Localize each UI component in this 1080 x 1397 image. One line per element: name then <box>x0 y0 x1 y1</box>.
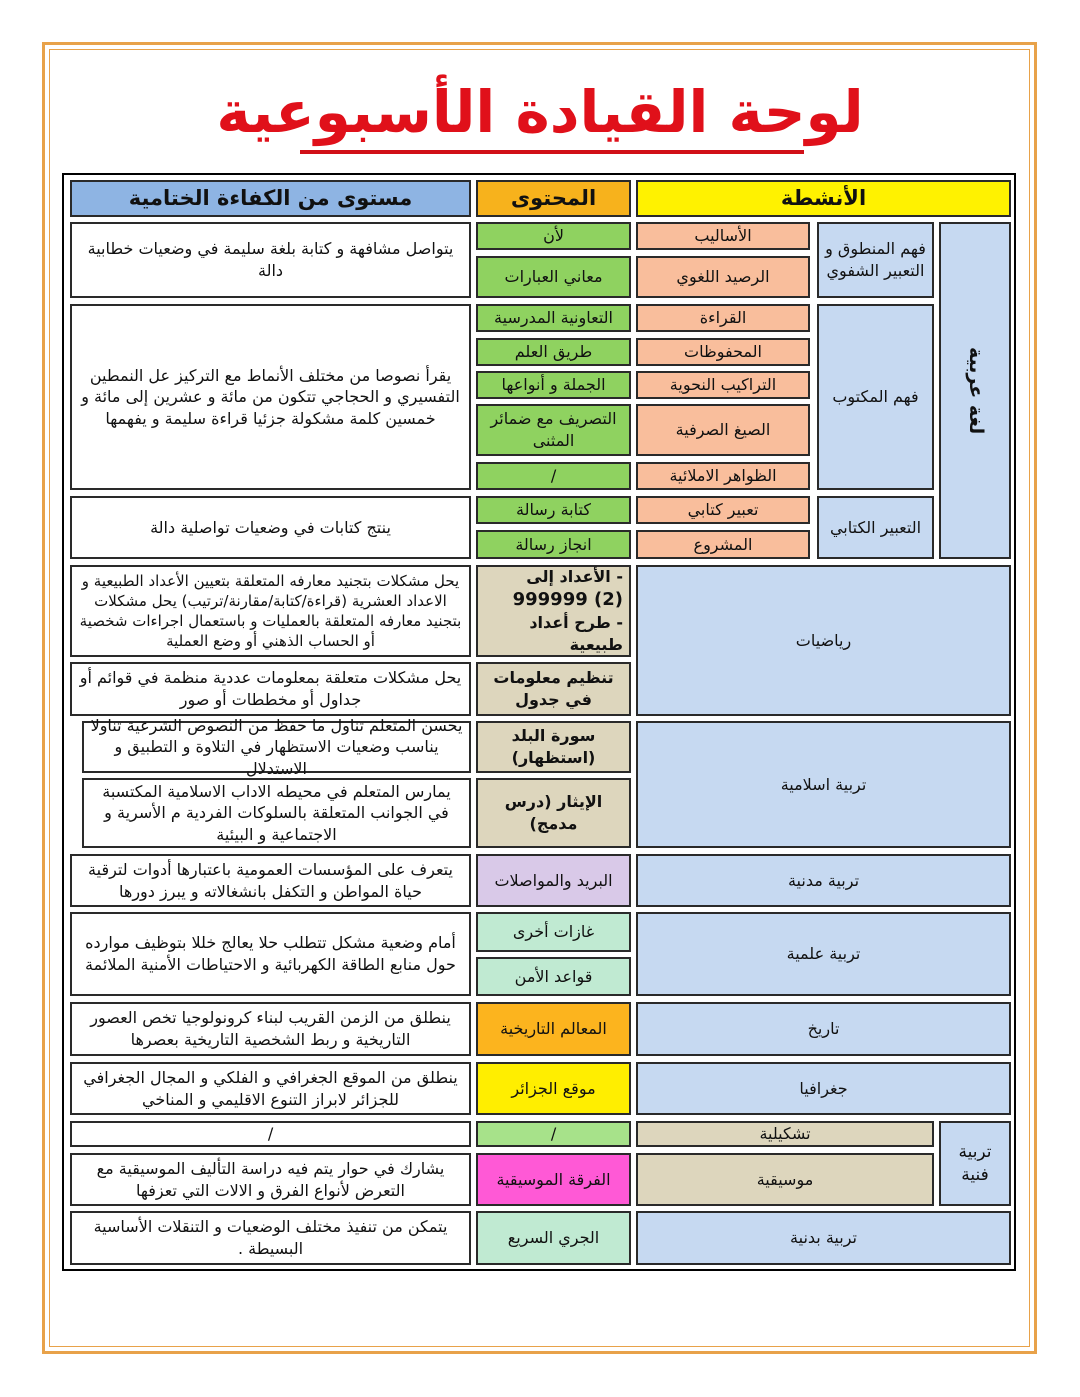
subject-pe: تربية بدنية <box>636 1211 1011 1265</box>
subject-islamic: تربية اسلامية <box>636 721 1011 848</box>
content-math-line1: - الأعداد إلى <box>526 567 623 587</box>
subject-art: تربية فنية <box>939 1121 1011 1206</box>
content-math-table: تنظيم معلومات في جدول <box>476 662 631 716</box>
page-title: لوحة القيادة الأسبوعية <box>216 78 864 146</box>
competency-pe: يتمكن من تنفيذ مختلف الوضعيات و التنقلات الأساسية البسيطة . <box>70 1211 471 1265</box>
subject-arabic: لغة عربية <box>939 222 1011 559</box>
item-project: المشروع <box>636 530 810 559</box>
content-historical-landmarks: المعالم التاريخية <box>476 1002 631 1056</box>
content-sprint: الجري السريع <box>476 1211 631 1265</box>
header-competency: مستوى من الكفاءة الختامية <box>70 180 471 217</box>
content-other-gases: غازات أخرى <box>476 912 631 952</box>
content-because: لأن <box>476 222 631 250</box>
competency-math-1: يحل مشكلات بتجنيد معارفه المتعلقة بتعيين الأعداد الطبيعية و الاعداد العشرية (قراءة/كتابة/مقارنة/ترتيب) يحل مشكلات بتجنيد معارفه المتعلقة بالعمليات و باستعمال اجراءات شخصية أو الحساب الذهني أو وضع العملية <box>70 565 471 657</box>
content-band: الفرقة الموسيقية <box>476 1153 631 1206</box>
item-memorization: المحفوظات <box>636 338 810 366</box>
content-conjugation: التصريف مع ضمائر المثنى <box>476 404 631 456</box>
activity-written: فهم المكتوب <box>817 304 934 490</box>
content-none: / <box>476 462 631 490</box>
content-complete-letter: انجاز رسالة <box>476 530 631 559</box>
subject-science: تربية علمية <box>636 912 1011 996</box>
item-grammar: التراكيب النحوية <box>636 371 810 399</box>
subject-civic: تربية مدنية <box>636 854 1011 907</box>
title-underline <box>300 150 804 154</box>
content-path-of-knowledge: طريق العلم <box>476 338 631 366</box>
item-vocabulary: الرصيد اللغوي <box>636 256 810 298</box>
content-altruism: الإيثار (درس مدمج) <box>476 778 631 848</box>
competency-science: أمام وضعية مشكل تتطلب حلا يعالج خللا بتوظيف موارده حول منابع الطاقة الكهربائية و الاحتياطات الأمنية الملائمة <box>70 912 471 996</box>
activity-writing: التعبير الكتابي <box>817 496 934 559</box>
competency-written: يقرأ نصوصا من مختلف الأنماط مع التركيز عل النمطين التفسيري و الحجاجي تتكون من مائة و عشرين إلى مائة و خمسين كلمة مشكولة جزئيا قراءة سليمة و يفهمها <box>70 304 471 490</box>
content-math-numbers <box>476 565 631 657</box>
competency-islamic-1: يحسن المتعلم تناول ما حفظ من النصوص الشرعية تناولا يناسب وضعيات الاستظهار في التلاوة و التطبيق و الاستدلال <box>82 721 471 773</box>
content-algeria-location: موقع الجزائر <box>476 1062 631 1115</box>
competency-geography: ينطلق من الموقع الجغرافي و الفلكي و المجال الجغرافي للجزائر لابراز التنوع الاقليمي و المناخي <box>70 1062 471 1115</box>
competency-oral: يتواصل مشافهة و كتابة بلغة سليمة في وضعيات خطابية دالة <box>70 222 471 298</box>
competency-music: يشارك في حوار يتم فيه دراسة التأليف الموسيقية مع التعرض لأنواع الفرق و الالات التي تعزفها <box>70 1153 471 1206</box>
content-post: البريد والمواصلات <box>476 854 631 907</box>
activity-music: موسيقية <box>636 1153 934 1206</box>
competency-history: ينطلق من الزمن القريب لبناء كرونولوجيا تخص العصور التاريخية و ربط الشخصية التاريخية بعصرها <box>70 1002 471 1056</box>
content-school-cooperative: التعاونية المدرسية <box>476 304 631 332</box>
competency-civic: يتعرف على المؤسسات العمومية باعتبارها أدوات لترقية حياة المواطن و التكفل بانشغالاته و يبرز دورها <box>70 854 471 907</box>
item-written-expression: تعبير كتابي <box>636 496 810 524</box>
item-styles: الأساليب <box>636 222 810 250</box>
content-math-line3: - طرح أعداد طبيعية <box>529 613 623 654</box>
item-morphology: الصيغ الصرفية <box>636 404 810 456</box>
header-content: المحتوى <box>476 180 631 217</box>
item-spelling: الظواهر الاملائية <box>636 462 810 490</box>
content-math-line2: 999999 (2) <box>512 589 623 611</box>
header-activities: الأنشطة <box>636 180 1011 217</box>
content-safety-rules: قواعد الأمن <box>476 957 631 996</box>
competency-writing: ينتج كتابات في وضعيات تواصلية دالة <box>70 496 471 559</box>
content-sentence-types: الجملة و أنواعها <box>476 371 631 399</box>
content-write-letter: كتابة رسالة <box>476 496 631 524</box>
subject-history: تاريخ <box>636 1002 1011 1056</box>
competency-islamic-2: يمارس المتعلم في محيطه الاداب الاسلامية المكتسبة في الجوانب المتعلقة بالسلوكات الفردية م الأسرية و الاجتماعية و البيئية <box>82 778 471 848</box>
subject-math: رياضيات <box>636 565 1011 716</box>
competency-plastic: / <box>70 1121 471 1147</box>
subject-geography: جغرافيا <box>636 1062 1011 1115</box>
content-plastic: / <box>476 1121 631 1147</box>
content-phrase-meanings: معاني العبارات <box>476 256 631 298</box>
activity-plastic: تشكيلية <box>636 1121 934 1147</box>
item-reading: القراءة <box>636 304 810 332</box>
content-surah: سورة البلد (استظهار) <box>476 721 631 773</box>
activity-oral: فهم المنطوق و التعبير الشفوي <box>817 222 934 298</box>
competency-math-2: يحل مشكلات متعلقة بمعلومات عددية منظمة في قوائم أو جداول أو مخططات أو صور <box>70 662 471 716</box>
